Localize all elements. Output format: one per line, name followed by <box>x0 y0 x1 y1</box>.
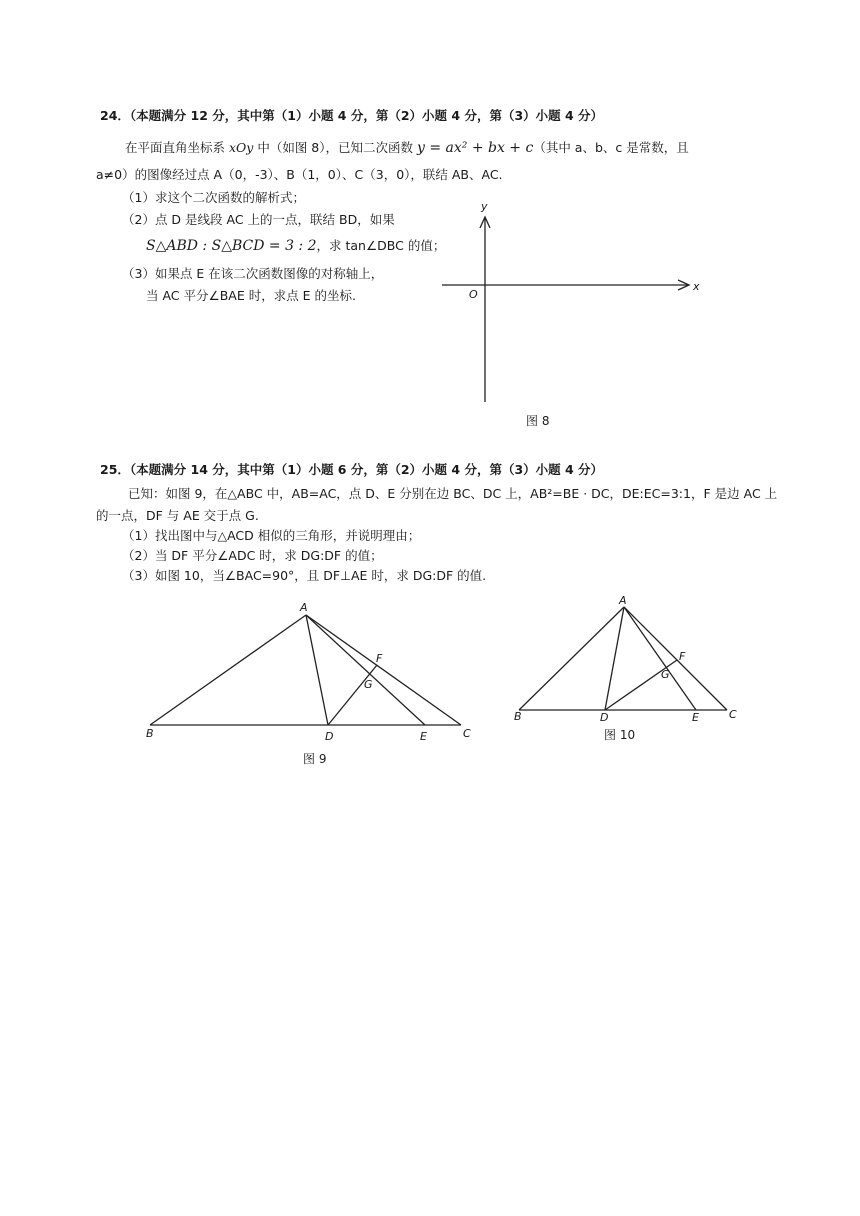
q25-part3: （3）如图 10，当∠BAC=90°，且 DF⊥AE 时，求 DG:DF 的值. <box>122 568 487 583</box>
q24-area-ratio-formula: S△ABD : S△BCD = 3 : 2 <box>146 238 317 254</box>
q25-part2: （2）当 DF 平分∠ADC 时，求 DG:DF 的值； <box>122 548 383 563</box>
q24-part3-line1: （3）如果点 E 在该二次函数图像的对称轴上， <box>122 266 384 281</box>
origin-label: O <box>469 288 478 301</box>
fig9-label-g: G <box>364 678 373 691</box>
fig10-label-b: B <box>514 710 522 723</box>
q25-stem-line1: 已知：如图 9，在△ABC 中，AB=AC，点 D、E 分别在边 BC、DC 上，AB²=BE · DC，DE:EC=3:1，F 是边 AC 上 <box>128 486 778 501</box>
axis-x-label: x <box>693 280 700 293</box>
fig9-label-b: B <box>146 727 154 740</box>
fig9-label-e: E <box>420 730 427 743</box>
q24-stem-text-a: 在平面直角坐标系 <box>125 140 229 155</box>
fig10-label-e: E <box>692 711 699 724</box>
fig9-label-f: F <box>376 652 383 665</box>
fig10-label-d: D <box>600 711 609 724</box>
fig10-label-f: F <box>679 650 686 663</box>
q24-function-formula: y = ax² + bx + c <box>416 140 534 156</box>
fig10-label-c: C <box>729 708 737 721</box>
q25-part1: （1）找出图中与△ACD 相似的三角形，并说明理由； <box>122 528 421 543</box>
fig10-side-ac <box>624 607 727 710</box>
figure-10-caption: 图 10 <box>604 728 636 742</box>
q24-part3-line2: 当 AC 平分∠BAE 时，求点 E 的坐标. <box>146 288 357 303</box>
q25-stem-line2: 的一点，DF 与 AE 交于点 G. <box>96 508 259 523</box>
axis-y-label: y <box>481 200 488 213</box>
q24-stem-line2: a≠0）的图像经过点 A（0，-3）、B（1，0）、C（3，0），联结 AB、AC. <box>96 167 503 182</box>
q24-xoy: xOy <box>228 140 254 155</box>
q24-stem-text-c: （其中 a、b、c 是常数，且 <box>533 140 689 155</box>
fig9-label-c: C <box>463 727 471 740</box>
q24-heading: 24．（本题满分 12 分，其中第（1）小题 4 分，第（2）小题 4 分，第（3）小题 4 分） <box>100 108 604 123</box>
fig10-label-a: A <box>619 594 627 607</box>
fig10-label-g: G <box>661 668 670 681</box>
fig9-label-a: A <box>300 601 308 614</box>
q25-heading: 25．（本题满分 14 分，其中第（1）小题 6 分，第（2）小题 4 分，第（3）小题 4 分） <box>100 462 604 477</box>
figure-9-caption: 图 9 <box>303 752 327 766</box>
q24-stem-text-b: 中（如图 8），已知二次函数 <box>253 140 417 155</box>
q24-part2-text: ，求 tan∠DBC 的值； <box>316 238 446 253</box>
q24-part1: （1）求这个二次函数的解析式； <box>122 190 305 205</box>
q24-part2-line1: （2）点 D 是线段 AC 上的一点，联结 BD，如果 <box>122 212 395 227</box>
fig9-label-d: D <box>325 730 334 743</box>
figure-8-caption: 图 8 <box>526 414 550 428</box>
